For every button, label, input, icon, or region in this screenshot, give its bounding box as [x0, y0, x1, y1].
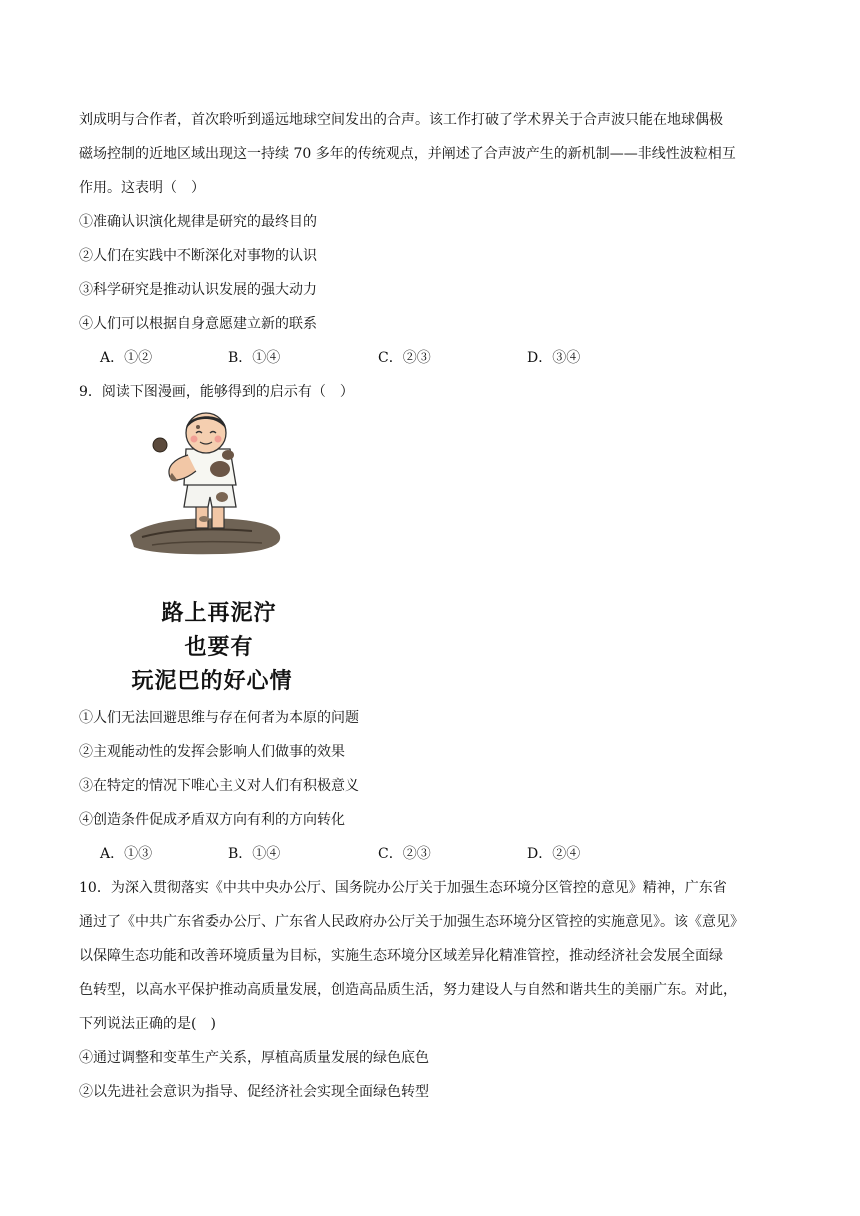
q8-stem-line-2: 磁场控制的近地区域出现这一持续 70 多年的传统观点，并阐述了合声波产生的新机制——非线性波粒相互	[79, 146, 736, 162]
q9-statement-3: ③在特定的情况下唯心主义对人们有积极意义	[79, 778, 359, 794]
q9-statement-1: ①人们无法回避思维与存在何者为本原的问题	[79, 710, 359, 726]
q9-stem: 9．阅读下图漫画，能够得到的启示有（ ）	[79, 384, 354, 400]
q10-stem-line-4: 色转型，以高水平保护推动高质量发展，创造高品质生活，努力建设人与自然和谐共生的美丽广东。对此，	[79, 982, 737, 998]
cartoon-caption-line-2: 也要有	[184, 635, 254, 660]
q10-stem-line-5: 下列说法正确的是( )	[79, 1016, 216, 1032]
q10-stem-line-3: 以保障生态功能和改善环境质量为目标，实施生态环境分区域差异化精准管控，推动经济社会发展全面绿	[79, 948, 723, 964]
q9-options	[100, 844, 700, 864]
cartoon-caption-line-3: 玩泥巴的好心情	[131, 669, 293, 694]
q9-option-d[interactable]: D．②④	[527, 846, 581, 862]
q8-statement-4: ④人们可以根据自身意愿建立新的联系	[79, 316, 317, 332]
q8-stem-line-1: 刘成明与合作者，首次聆听到遥远地球空间发出的合声。该工作打破了学术界关于合声波只能在地球偶极	[79, 112, 723, 128]
q8-option-c[interactable]: C．②③	[378, 350, 431, 366]
q10-statement-1: ④通过调整和变革生产关系，厚植高质量发展的绿色底色	[79, 1050, 429, 1066]
cartoon-caption	[112, 597, 312, 699]
q9-option-b[interactable]: B．①④	[228, 846, 281, 862]
q9-cartoon	[112, 407, 312, 702]
q9-statement-2: ②主观能动性的发挥会影响人们做事的效果	[79, 744, 345, 760]
q8-option-a[interactable]: A．①②	[100, 350, 153, 366]
cartoon-caption-line-1: 路上再泥泞	[161, 601, 277, 626]
q10-stem-line-2: 通过了《中共广东省委办公厅、广东省人民政府办公厅关于加强生态环境分区管控的实施意见》。该《意见》	[79, 914, 744, 930]
q8-options	[100, 348, 700, 368]
q8-statement-2: ②人们在实践中不断深化对事物的认识	[79, 248, 317, 264]
q9-statement-4: ④创造条件促成矛盾双方向有利的方向转化	[79, 812, 345, 828]
q8-stem-line-3: 作用。这表明（ ）	[79, 180, 205, 196]
q10-stem-line-1: 10．为深入贯彻落实《中共中央办公厅、国务院办公厅关于加强生态环境分区管控的意见》精神，广东省	[79, 880, 727, 896]
q8-option-d[interactable]: D．③④	[527, 350, 581, 366]
q8-option-b[interactable]: B．①④	[228, 350, 281, 366]
q9-option-a[interactable]: A．①③	[100, 846, 153, 862]
q9-option-c[interactable]: C．②③	[378, 846, 431, 862]
q8-statement-3: ③科学研究是推动认识发展的强大动力	[79, 282, 317, 298]
q8-statement-1: ①准确认识演化规律是研究的最终目的	[79, 214, 317, 230]
q10-statement-2: ②以先进社会意识为指导、促经济社会实现全面绿色转型	[79, 1084, 429, 1100]
